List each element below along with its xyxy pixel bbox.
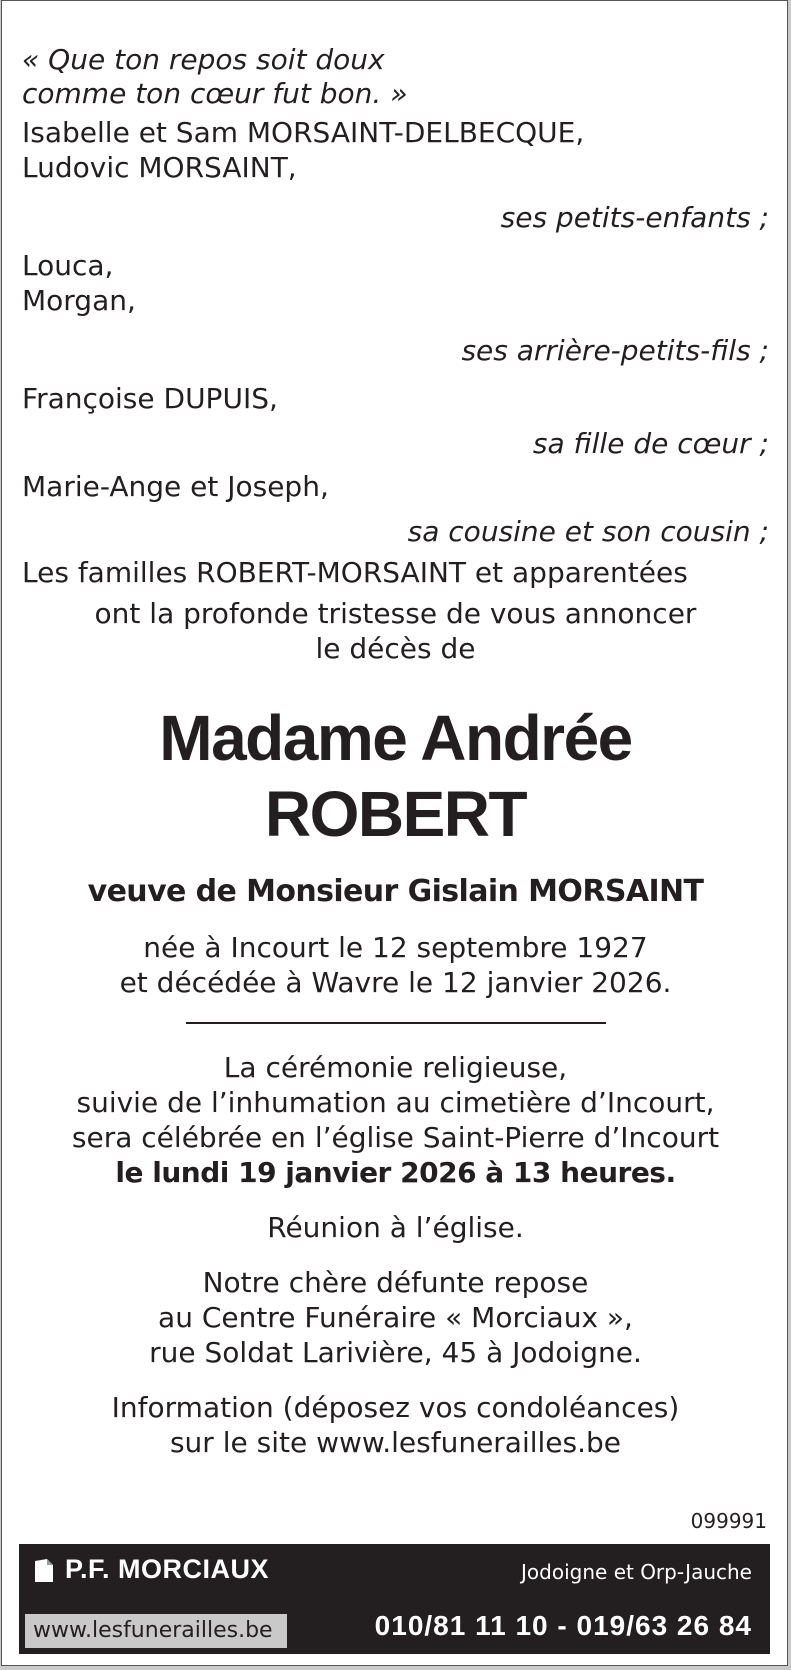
- family-role: ses arrière-petits-fils ;: [461, 334, 769, 367]
- ceremony-line: suivie de l’inhumation au cimetière d’Incourt,: [76, 1086, 715, 1119]
- quote-line-1: « Que ton repos soit doux: [22, 43, 385, 76]
- deceased-name: Madame Andrée ROBERT: [159, 702, 632, 850]
- separator-line: [186, 1022, 606, 1024]
- death-line: et décédée à Wavre le 12 janvier 2026.: [119, 966, 672, 999]
- family-role: sa cousine et son cousin ;: [407, 515, 769, 548]
- info-line: sur le site www.lesfunerailles.be: [169, 1426, 622, 1459]
- family-line: Morgan,: [22, 284, 136, 317]
- funeral-home-name: P.F. MORCIAUX: [65, 1554, 270, 1584]
- family-line: Ludovic MORSAINT,: [22, 151, 297, 184]
- funeral-home-banner: [19, 1544, 770, 1654]
- family-line: Les familles ROBERT-MORSAINT et apparentées: [22, 556, 688, 589]
- ceremony-date: le lundi 19 janvier 2026 à 13 heures.: [115, 1156, 676, 1189]
- announcement: [22, 596, 769, 666]
- announce-line: ont la profonde tristesse de vous annoncer: [94, 597, 697, 630]
- ceremony-line: sera célébrée en l’église Saint-Pierre d’Incourt: [71, 1121, 720, 1154]
- rest-line: au Centre Funéraire « Morciaux »,: [158, 1301, 633, 1334]
- resting-place: [22, 1265, 769, 1370]
- family-line: Louca,: [22, 249, 114, 282]
- family-line: Françoise DUPUIS,: [22, 382, 278, 415]
- website-link[interactable]: www.lesfunerailles.be: [25, 1614, 287, 1648]
- info-line: Information (déposez vos condoléances): [111, 1391, 680, 1424]
- quote-line-2: comme ton cœur fut bon. »: [22, 77, 408, 110]
- ceremony-info: [22, 1050, 769, 1190]
- announce-line: le décès de: [315, 632, 476, 665]
- rest-line: rue Soldat Larivière, 45 à Jodoigne.: [149, 1336, 642, 1369]
- birth-line: née à Incourt le 12 septembre 1927: [143, 931, 648, 964]
- phone-numbers: 010/81 11 10 - 019/63 26 84: [374, 1610, 752, 1641]
- widow-of: veuve de Monsieur Gislain MORSAINT: [87, 874, 704, 909]
- rest-line: Notre chère défunte repose: [202, 1266, 589, 1299]
- ceremony-line: La cérémonie religieuse,: [223, 1051, 568, 1084]
- funeral-home-locations: Jodoigne et Orp-Jauche: [521, 1560, 752, 1584]
- notice-body: [22, 43, 769, 1460]
- family-role: sa fille de cœur ;: [532, 427, 769, 460]
- family-list: [22, 115, 769, 590]
- family-role: ses petits-enfants ;: [500, 201, 769, 234]
- family-line: Marie-Ange et Joseph,: [22, 470, 329, 503]
- meeting-info: Réunion à l’église.: [267, 1211, 524, 1244]
- document-leaf-icon: [33, 1558, 55, 1584]
- reference-number: 099991: [690, 1509, 767, 1533]
- epigraph-quote: [22, 43, 769, 111]
- condolence-info: [22, 1390, 769, 1460]
- obituary-notice: [1, 0, 788, 1666]
- birth-death-dates: [22, 930, 769, 1000]
- family-line: Isabelle et Sam MORSAINT-DELBECQUE,: [22, 116, 585, 149]
